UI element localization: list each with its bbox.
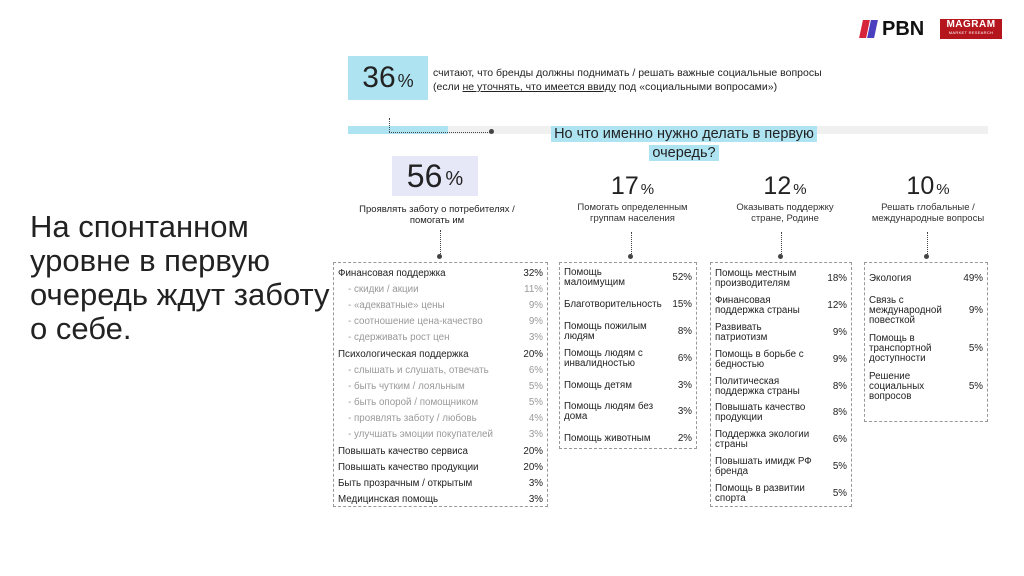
list-item-label: Помощь детям bbox=[564, 379, 632, 391]
list-item-label: - слышать и слушать, отвечать bbox=[348, 364, 489, 376]
col2-value: 17 bbox=[610, 172, 639, 200]
col1-unit: % bbox=[445, 167, 464, 190]
list-item bbox=[715, 346, 847, 373]
list-item-label: - сдерживать рост цен bbox=[348, 332, 450, 344]
list-item bbox=[338, 475, 543, 491]
list-item-value: 18% bbox=[827, 273, 847, 285]
col2-unit: % bbox=[640, 181, 655, 198]
list-item-label: Помощь людям с инвалидностью bbox=[564, 347, 643, 369]
list-item bbox=[564, 265, 692, 292]
list-item bbox=[338, 281, 543, 297]
list-item-value: 11% bbox=[524, 283, 543, 295]
col4-label: Решать глобальные / международные вопросы bbox=[871, 202, 985, 224]
col1-connector-dot bbox=[437, 254, 442, 259]
list-item bbox=[715, 320, 847, 347]
col2-breakdown-box bbox=[559, 262, 697, 449]
top-stat-unit: % bbox=[397, 70, 414, 91]
list-item bbox=[338, 314, 543, 330]
col3-value: 12 bbox=[763, 172, 792, 200]
list-item-value: 3% bbox=[528, 332, 543, 344]
col1-connector bbox=[440, 230, 441, 256]
col1-value-box bbox=[392, 156, 478, 196]
connector-dot bbox=[489, 129, 494, 134]
list-item-label: Повышать качество сервиса bbox=[338, 445, 468, 457]
list-item-value: 2% bbox=[677, 433, 692, 445]
list-item bbox=[338, 346, 543, 362]
list-item bbox=[338, 362, 543, 378]
list-item bbox=[715, 400, 847, 427]
top-stat-value: 36 bbox=[362, 61, 396, 94]
list-item-value: 20% bbox=[523, 461, 543, 473]
list-item-label: - проявлять заботу / любовь bbox=[348, 413, 477, 425]
col3-label: Оказывать поддержку стране, Родине bbox=[736, 202, 834, 224]
list-item bbox=[338, 492, 543, 508]
col4-header bbox=[858, 172, 998, 224]
col3-connector bbox=[781, 232, 782, 256]
list-item bbox=[869, 331, 983, 367]
list-item-value: 3% bbox=[677, 406, 692, 418]
list-item-label: Медицинская помощь bbox=[338, 494, 439, 506]
pbn-logo-mark-icon bbox=[860, 20, 878, 38]
magram-logo-subtext: MARKET RESEARCH bbox=[948, 30, 994, 35]
col4-unit: % bbox=[936, 181, 950, 198]
question-heading bbox=[528, 125, 840, 163]
list-item bbox=[338, 265, 543, 281]
list-item bbox=[715, 427, 847, 454]
list-item-label: Повышать имидж РФ бренда bbox=[715, 455, 812, 477]
col4-value-wrap bbox=[858, 172, 998, 201]
list-item bbox=[338, 297, 543, 313]
col4-breakdown-box bbox=[864, 262, 988, 422]
list-item-label: Помощь малоимущим bbox=[564, 267, 625, 289]
col4-rows bbox=[869, 267, 983, 407]
col1-value: 56 bbox=[406, 157, 443, 194]
col4-connector-dot bbox=[924, 254, 929, 259]
list-item-value: 5% bbox=[832, 487, 847, 499]
list-item bbox=[869, 367, 983, 407]
top-stat-description bbox=[433, 66, 893, 94]
list-item-value: 5% bbox=[528, 397, 543, 409]
top-stat-line2 bbox=[433, 80, 893, 94]
col3-rows bbox=[715, 266, 847, 507]
list-item-label: Финансовая поддержка bbox=[338, 267, 446, 279]
list-item bbox=[564, 319, 692, 346]
list-item-value: 49% bbox=[963, 273, 983, 284]
list-item bbox=[338, 395, 543, 411]
list-item-value: 3% bbox=[528, 494, 543, 506]
list-item-value: 9% bbox=[528, 316, 543, 328]
list-item-label: Благотворительность bbox=[564, 299, 662, 311]
list-item-value: 6% bbox=[528, 364, 543, 376]
list-item-label: Помощь в борьбе с бедностью bbox=[715, 348, 804, 370]
list-item-label: Помощь в транспортной доступности bbox=[869, 333, 932, 364]
pbn-logo-text: PBN bbox=[882, 17, 925, 40]
top-stat-line2-post: под «социальными вопросами») bbox=[615, 81, 778, 93]
col2-connector bbox=[631, 232, 632, 256]
list-item-label: Быть прозрачным / открытым bbox=[338, 478, 473, 490]
list-item-value: 5% bbox=[832, 460, 847, 472]
col2-header bbox=[560, 172, 705, 224]
list-item-label: Помощь людям без дома bbox=[564, 401, 654, 423]
list-item-value: 9% bbox=[968, 305, 983, 316]
question-line2: очередь? bbox=[649, 145, 718, 161]
col1-label: Проявлять заботу о потребителях / помогать им bbox=[359, 204, 515, 226]
col2-rows bbox=[564, 265, 692, 453]
list-item-label: - соотношение цена-качество bbox=[348, 316, 483, 328]
top-stat-line2-pre: (если bbox=[433, 81, 463, 93]
col3-connector-dot bbox=[778, 254, 783, 259]
list-item-value: 20% bbox=[523, 348, 543, 360]
list-item-label: - «адекватные» цены bbox=[348, 299, 445, 311]
col4-value: 10 bbox=[906, 172, 935, 200]
pbn-logo bbox=[860, 18, 930, 40]
list-item bbox=[564, 426, 692, 453]
list-item-value: 6% bbox=[677, 352, 692, 364]
list-item bbox=[715, 480, 847, 507]
list-item-value: 5% bbox=[968, 381, 983, 392]
list-item-value: 5% bbox=[968, 343, 983, 354]
list-item bbox=[869, 291, 983, 331]
list-item bbox=[338, 330, 543, 346]
list-item-label: Политическая поддержка страны bbox=[715, 375, 800, 397]
list-item-label: Связь с международной повесткой bbox=[869, 295, 942, 326]
list-item-label: - улучшать эмоции покупателей bbox=[348, 429, 493, 441]
col3-breakdown-box bbox=[710, 262, 852, 507]
list-item-label: Помощь в развитии спорта bbox=[715, 482, 805, 504]
col3-value-wrap bbox=[715, 172, 855, 201]
list-item-value: 3% bbox=[528, 429, 543, 441]
list-item-label: Помощь местным производителям bbox=[715, 268, 797, 290]
list-item-value: 4% bbox=[528, 413, 543, 425]
connector-line-horizontal bbox=[389, 132, 492, 133]
list-item-value: 3% bbox=[528, 478, 543, 490]
list-item-value: 52% bbox=[672, 272, 692, 284]
list-item-value: 8% bbox=[832, 380, 847, 392]
list-item bbox=[564, 399, 692, 426]
list-item-value: 5% bbox=[528, 380, 543, 392]
list-item bbox=[338, 443, 543, 459]
magram-logo bbox=[940, 19, 1002, 39]
question-line1: Но что именно нужно делать в первую bbox=[551, 126, 817, 142]
list-item-label: Повышать качество продукции bbox=[338, 461, 479, 473]
col2-connector-dot bbox=[628, 254, 633, 259]
list-item-label: Помощь животным bbox=[564, 433, 651, 445]
slide-headline: На спонтанном уровне в первую очередь ждут заботу о себе. bbox=[30, 209, 330, 346]
col4-connector bbox=[927, 232, 928, 256]
list-item-label: Помощь пожилым людям bbox=[564, 320, 647, 342]
list-item bbox=[564, 345, 692, 372]
list-item-label: - быть опорой / помощником bbox=[348, 397, 479, 409]
list-item-value: 8% bbox=[832, 407, 847, 419]
list-item bbox=[715, 454, 847, 481]
list-item-label: Развивать патриотизм bbox=[715, 321, 768, 343]
list-item-value: 12% bbox=[827, 300, 847, 312]
list-item bbox=[338, 378, 543, 394]
list-item-value: 15% bbox=[672, 299, 692, 311]
list-item-label: Повышать качество продукции bbox=[715, 402, 806, 424]
list-item-label: Решение социальных вопросов bbox=[869, 371, 925, 402]
col2-value-wrap bbox=[560, 172, 705, 201]
list-item-value: 32% bbox=[523, 267, 543, 279]
top-stat-line2-underlined: не уточнять, что имеется ввиду bbox=[462, 81, 616, 93]
magram-logo-text: MAGRAM bbox=[946, 19, 996, 30]
connector-line-vertical bbox=[389, 118, 390, 132]
list-item bbox=[338, 427, 543, 443]
list-item bbox=[715, 266, 847, 293]
list-item-value: 9% bbox=[832, 353, 847, 365]
list-item bbox=[715, 373, 847, 400]
list-item bbox=[338, 459, 543, 475]
list-item bbox=[869, 267, 983, 291]
list-item-value: 8% bbox=[677, 325, 692, 337]
list-item-value: 20% bbox=[523, 445, 543, 457]
col1-breakdown-box bbox=[333, 262, 548, 507]
list-item bbox=[564, 372, 692, 399]
list-item bbox=[715, 293, 847, 320]
list-item-label: - быть чутким / лояльным bbox=[348, 380, 465, 392]
list-item-label: Финансовая поддержка страны bbox=[715, 295, 800, 317]
col1-rows bbox=[338, 265, 543, 508]
list-item bbox=[338, 411, 543, 427]
top-stat-line1: считают, что бренды должны поднимать / решать важные социальные вопросы bbox=[433, 67, 822, 79]
list-item-value: 9% bbox=[832, 326, 847, 338]
list-item-label: Экология bbox=[869, 273, 912, 284]
top-stat-box bbox=[348, 56, 428, 100]
list-item-label: Поддержка экологии страны bbox=[715, 429, 810, 451]
list-item-value: 6% bbox=[832, 434, 847, 446]
col3-unit: % bbox=[793, 181, 807, 198]
list-item-label: - скидки / акции bbox=[348, 283, 419, 295]
list-item-label: Психологическая поддержка bbox=[338, 348, 469, 360]
col2-label: Помогать определенным группам населения bbox=[577, 202, 688, 224]
list-item-value: 3% bbox=[677, 379, 692, 391]
col3-header bbox=[715, 172, 855, 224]
list-item bbox=[564, 292, 692, 319]
list-item-value: 9% bbox=[528, 299, 543, 311]
